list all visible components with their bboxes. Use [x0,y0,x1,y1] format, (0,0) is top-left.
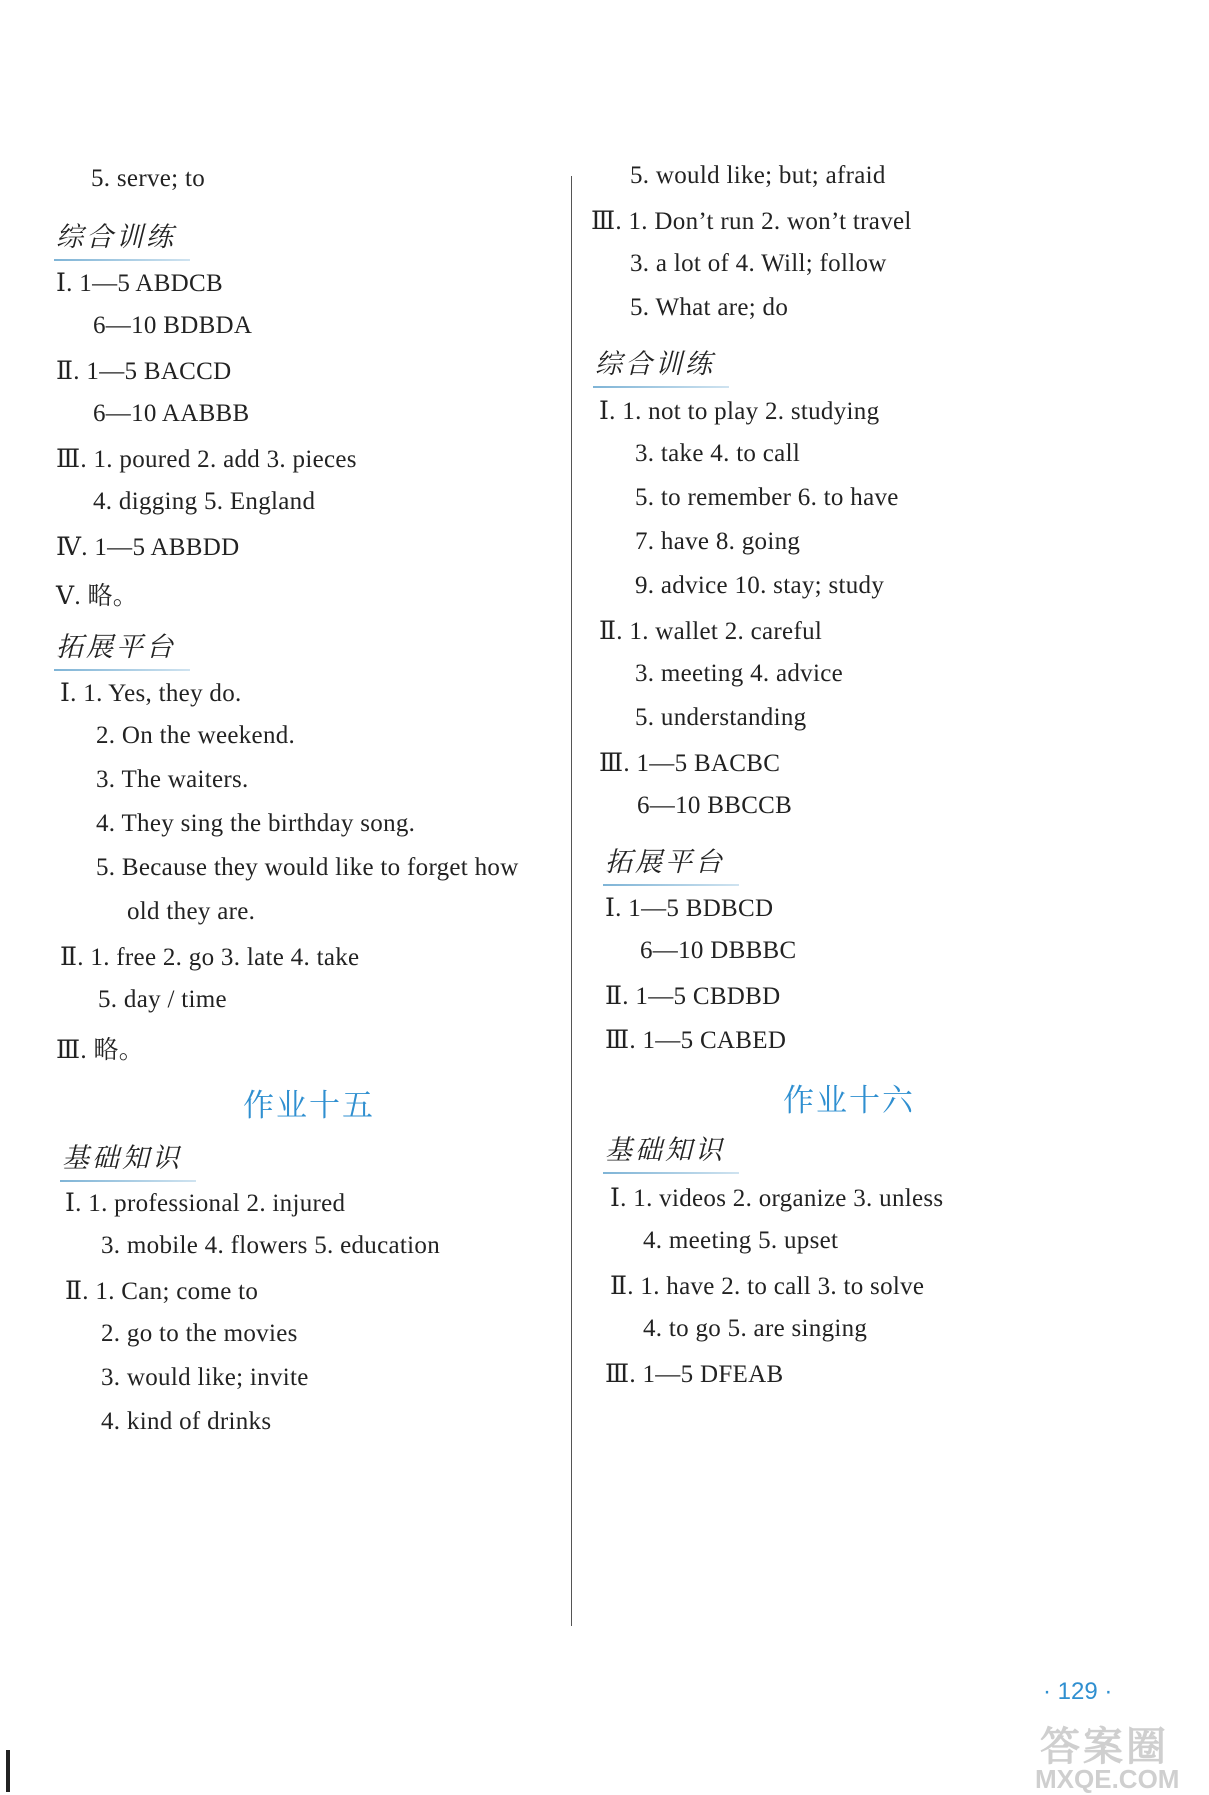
answer-line: Ⅰ. 1. Yes, they do. [60,680,242,707]
answer-line: 5. What are; do [630,294,789,321]
answer-line: Ⅴ. 略。 [56,583,139,610]
watermark-logo: 答案圈 [1040,1725,1169,1769]
answer-line: 6—10 BBCCB [637,792,793,819]
answer-line: Ⅱ. 1—5 BACCD [56,358,232,385]
answer-line: 2. go to the movies [101,1320,298,1347]
answer-line: 5. would like; but; afraid [630,162,886,189]
answer-line: 3. The waiters. [96,766,249,793]
section-title-jichu: 基础知识 [62,1136,182,1182]
answer-line: 6—10 AABBB [93,400,250,427]
answer-line: old they are. [127,898,256,925]
answer-line: 9. advice 10. stay; study [635,572,885,599]
watermark-url: MXQE.COM [1035,1764,1180,1794]
answer-line: Ⅱ. 1. wallet 2. careful [599,618,823,645]
answer-line: Ⅰ. 1—5 BDBCD [605,895,774,922]
answer-line: 3. mobile 4. flowers 5. education [101,1232,440,1259]
answer-line: 3. would like; invite [101,1364,309,1391]
answer-line: Ⅳ. 1—5 ABBDD [56,534,240,561]
scan-edge-mark [6,1750,10,1792]
answer-line: 5. to remember 6. to have [635,484,899,511]
answer-line: 3. take 4. to call [635,440,801,467]
answer-line: 6—10 DBBBC [640,937,797,964]
answer-line: Ⅲ. 略。 [56,1037,145,1064]
answer-line: 5. understanding [635,704,807,731]
answer-line: 5. day / time [98,986,227,1013]
section-title-tuozhan: 拓展平台 [56,625,176,671]
answer-line: Ⅱ. 1. have 2. to call 3. to solve [610,1273,925,1300]
section-title-zonghe: 综合训练 [595,342,715,388]
answer-line: 7. have 8. going [635,528,801,555]
answer-line: Ⅲ. 1. Don’t run 2. won’t travel [591,208,912,235]
section-title-jichu: 基础知识 [605,1128,725,1174]
page-number: · 129 · [1043,1678,1113,1705]
answer-line: Ⅱ. 1. free 2. go 3. late 4. take [60,944,360,971]
answer-line: 4. digging 5. England [93,488,316,515]
answer-line: Ⅰ. 1—5 ABDCB [56,270,223,297]
answer-line: Ⅲ. 1—5 DFEAB [605,1361,784,1388]
answer-line: 4. meeting 5. upset [643,1227,839,1254]
answer-line: Ⅲ. 1. poured 2. add 3. pieces [56,446,357,473]
section-title-zonghe: 综合训练 [56,215,176,261]
answer-line: 4. to go 5. are singing [643,1315,868,1342]
answer-line: 4. kind of drinks [101,1408,272,1435]
homework-title: 作业十六 [783,1083,915,1119]
answer-line: 3. a lot of 4. Will; follow [630,250,887,277]
answer-line: Ⅱ. 1—5 CBDBD [605,983,781,1010]
answer-line: 4. They sing the birthday song. [96,810,416,837]
answer-line: Ⅲ. 1—5 BACBC [599,750,781,777]
answer-line: Ⅲ. 1—5 CABED [605,1027,787,1054]
answer-line: Ⅰ. 1. not to play 2. studying [599,398,880,425]
section-title-tuozhan: 拓展平台 [605,840,725,886]
answer-line: 2. On the weekend. [96,722,296,749]
answer-line: Ⅰ. 1. professional 2. injured [65,1190,346,1217]
answer-line: 5. Because they would like to forget how [96,854,519,881]
homework-title: 作业十五 [243,1088,375,1124]
answer-line: Ⅰ. 1. videos 2. organize 3. unless [610,1185,944,1212]
answer-line: 3. meeting 4. advice [635,660,844,687]
answer-line: 6—10 BDBDA [93,312,253,339]
answer-line: 5. serve; to [91,165,205,192]
column-divider [571,176,572,1626]
answer-line: Ⅱ. 1. Can; come to [65,1278,259,1305]
